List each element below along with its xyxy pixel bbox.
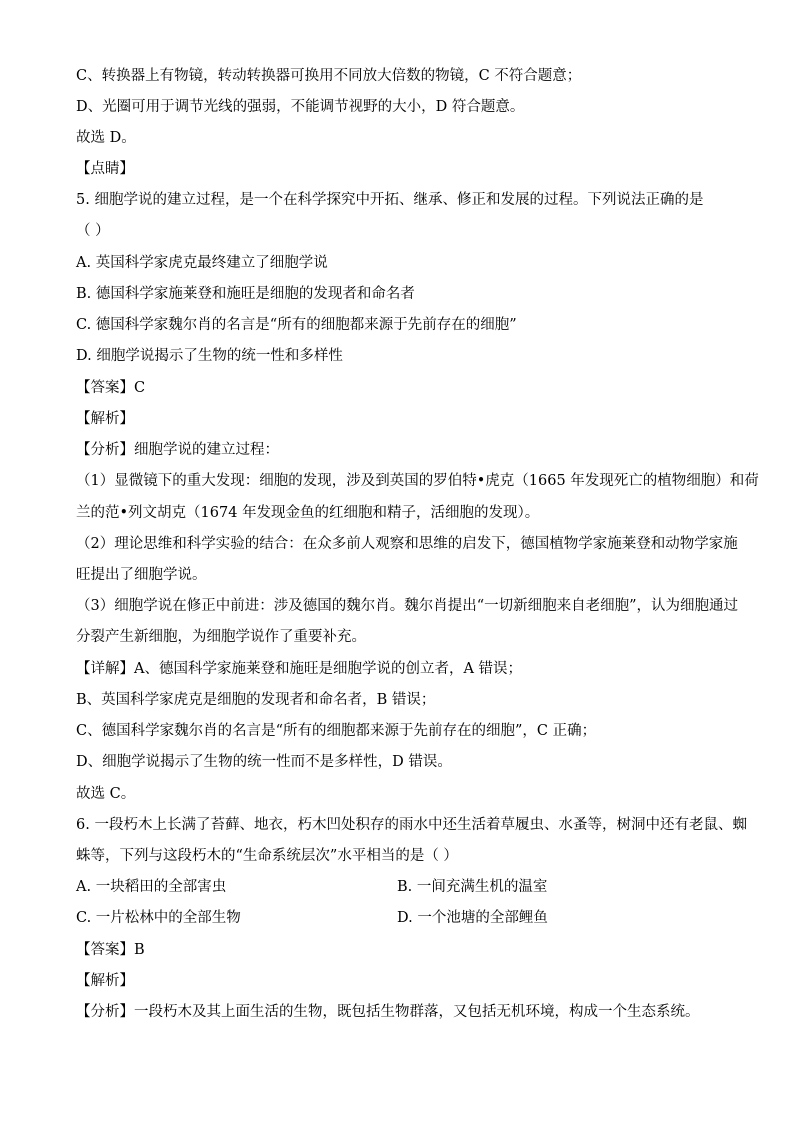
option-a: A. 英国科学家虎克最终建立了细胞学说 <box>76 255 328 271</box>
detail-text: B、英国科学家虎克是细胞的发现者和命名者，B 错误； <box>76 692 436 708</box>
analysis-text: （2）理论思维和科学实验的结合：在众多前人观察和思维的启发下，德国植物学家施莱登和动物学家施 <box>76 536 738 552</box>
answer: 【答案】B <box>76 942 145 958</box>
option-b: B. 一间充满生机的温室 <box>397 879 548 895</box>
question-stem: （ ） <box>76 223 110 239</box>
question-stem: 6. 一段朽木上长满了苔藓、地衣，朽木凹处积存的雨水中还生活着草履虫、水蚤等，树洞中还有老鼠、蜘 <box>76 817 747 833</box>
text-line: C、转换器上有物镜，转动转换器可换用不同放大倍数的物镜，C 不符合题意； <box>76 68 582 84</box>
answer: 【答案】C <box>76 380 146 396</box>
detail-text: 【详解】A、德国科学家施莱登和施旺是细胞学说的创立者，A 错误； <box>76 661 523 677</box>
analysis-text: 分裂产生新细胞，为细胞学说作了重要补充。 <box>76 629 366 645</box>
analysis-text: 【分析】一段朽木及其上面生活的生物，既包括生物群落，又包括无机环境，构成一个生态系统。 <box>76 1004 700 1020</box>
question-stem: 蛛等，下列与这段朽木的“生命系统层次”水平相当的是（ ） <box>76 848 458 864</box>
analysis-text: 兰的范•列文胡克（1674 年发现金鱼的红细胞和精子，活细胞的发现）。 <box>76 505 540 521</box>
section-heading: 【解析】 <box>76 973 134 989</box>
text-line: D、光圈可用于调节光线的强弱，不能调节视野的大小，D 符合题意。 <box>76 99 525 115</box>
analysis-text: 【分析】细胞学说的建立过程： <box>76 442 279 458</box>
text-line: 故选 C。 <box>76 786 136 802</box>
question-stem: 5. 细胞学说的建立过程，是一个在科学探究中开拓、继承、修正和发展的过程。下列说法正确的是 <box>76 192 704 208</box>
analysis-text: （3）细胞学说在修正中前进：涉及德国的魏尔肖。魏尔肖提出“一切新细胞来自老细胞”，认为细胞通过 <box>76 598 739 614</box>
section-heading: 【点睛】 <box>76 161 134 177</box>
analysis-text: 旺提出了细胞学说。 <box>76 567 207 583</box>
text-line: 故选 D。 <box>76 130 136 146</box>
analysis-text: （1）显微镜下的重大发现：细胞的发现，涉及到英国的罗伯特•虎克（1665 年发现死亡的植物细胞）和荷 <box>76 473 759 489</box>
section-heading: 【解析】 <box>76 411 134 427</box>
option-c: C. 一片松林中的全部生物 <box>76 910 241 926</box>
option-c: C. 德国科学家魏尔肖的名言是“所有的细胞都来源于先前存在的细胞” <box>76 317 517 333</box>
detail-text: C、德国科学家魏尔肖的名言是“所有的细胞都来源于先前存在的细胞”，C 正确； <box>76 723 597 739</box>
detail-text: D、细胞学说揭示了生物的统一性而不是多样性，D 错误。 <box>76 754 452 770</box>
option-d: D. 细胞学说揭示了生物的统一性和多样性 <box>76 348 343 364</box>
option-d: D. 一个池塘的全部鲤鱼 <box>397 910 548 926</box>
option-a: A. 一块稻田的全部害虫 <box>76 879 227 895</box>
option-b: B. 德国科学家施莱登和施旺是细胞的发现者和命名者 <box>76 286 415 302</box>
